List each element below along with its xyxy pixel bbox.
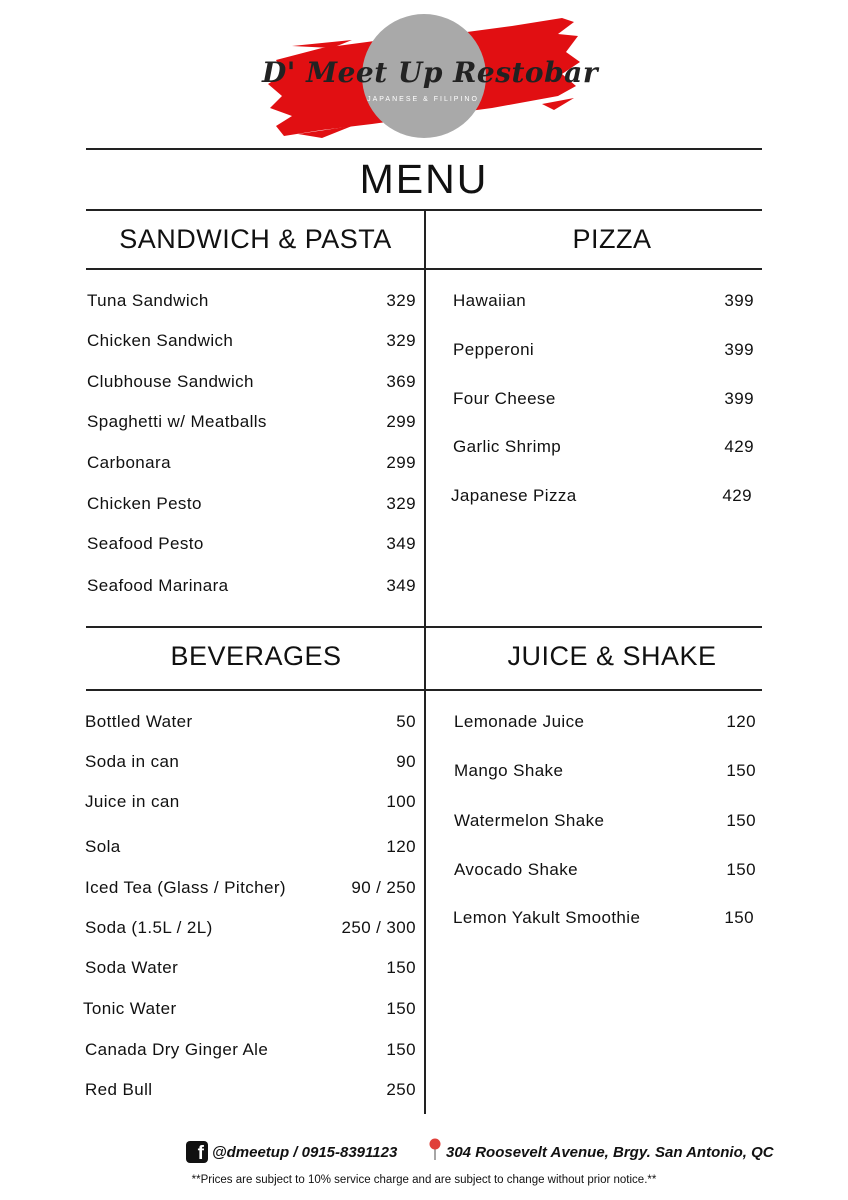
menu-item-name: Red Bull bbox=[85, 1080, 153, 1099]
location-pin-icon bbox=[428, 1138, 442, 1160]
address: 304 Roosevelt Avenue, Brgy. San Antonio, QC bbox=[446, 1144, 774, 1161]
menu-item-price: 150 bbox=[386, 999, 416, 1018]
divider-under-sec2-right bbox=[426, 689, 762, 691]
menu-item-price: 369 bbox=[386, 372, 416, 391]
logo-subtitle: JAPANESE & FILIPINO bbox=[367, 96, 479, 103]
menu-item-name: Soda Water bbox=[85, 958, 179, 977]
divider-top bbox=[86, 148, 762, 150]
section-title-sandwich-pasta: SANDWICH & PASTA bbox=[119, 224, 392, 254]
menu-item-price: 150 bbox=[386, 958, 416, 977]
menu-item-name: Canada Dry Ginger Ale bbox=[85, 1040, 269, 1059]
menu-item-name: Clubhouse Sandwich bbox=[87, 372, 254, 391]
menu-item-name: Hawaiian bbox=[453, 291, 527, 310]
menu-item-name: Mango Shake bbox=[454, 761, 564, 780]
menu-item-name: Sola bbox=[85, 837, 121, 856]
menu-item-price: 429 bbox=[724, 437, 754, 456]
divider-under-sec1-left bbox=[86, 268, 425, 270]
menu-item-price: 399 bbox=[724, 340, 754, 359]
menu-item-price: 120 bbox=[386, 837, 416, 856]
menu-item-price: 399 bbox=[724, 389, 754, 408]
menu-item-name: Juice in can bbox=[85, 792, 180, 811]
logo-title: D' Meet Up Restobar bbox=[262, 56, 599, 89]
menu-item-price: 349 bbox=[386, 534, 416, 553]
menu-item-name: Tuna Sandwich bbox=[87, 291, 209, 310]
menu-item-price: 250 / 300 bbox=[341, 918, 416, 937]
menu-item-name: Tonic Water bbox=[83, 999, 177, 1018]
menu-item-price: 150 bbox=[726, 761, 756, 780]
menu-item-name: Four Cheese bbox=[453, 389, 556, 408]
menu-item-name: Watermelon Shake bbox=[454, 811, 605, 830]
menu-item-price: 429 bbox=[722, 486, 752, 505]
price-disclaimer: **Prices are subject to 10% service charge and are subject to change without prior notice.** bbox=[191, 1174, 657, 1186]
menu-item-name: Garlic Shrimp bbox=[453, 437, 562, 456]
menu-title: MENU bbox=[359, 156, 489, 202]
menu-item-price: 329 bbox=[386, 331, 416, 350]
contact-info[interactable]: @dmeetup / 0915-8391123 bbox=[212, 1144, 398, 1161]
menu-item-price: 90 / 250 bbox=[351, 878, 416, 897]
menu-item-price: 329 bbox=[386, 494, 416, 513]
facebook-icon: f bbox=[186, 1141, 208, 1163]
restaurant-logo bbox=[262, 12, 599, 140]
menu-item-price: 329 bbox=[386, 291, 416, 310]
menu-item-price: 150 bbox=[726, 811, 756, 830]
menu-item-price: 90 bbox=[396, 752, 416, 771]
menu-item-name: Chicken Sandwich bbox=[87, 331, 234, 350]
menu-item-name: Spaghetti w/ Meatballs bbox=[87, 412, 267, 431]
menu-item-price: 120 bbox=[726, 712, 756, 731]
menu-item-name: Chicken Pesto bbox=[87, 494, 202, 513]
menu-item-name: Soda (1.5L / 2L) bbox=[85, 918, 213, 937]
menu-item-name: Lemon Yakult Smoothie bbox=[453, 908, 641, 927]
menu-item-price: 150 bbox=[726, 860, 756, 879]
menu-item-price: 349 bbox=[386, 576, 416, 595]
menu-item-name: Carbonara bbox=[87, 453, 171, 472]
divider-under-sec1-right bbox=[426, 268, 762, 270]
menu-item-price: 150 bbox=[386, 1040, 416, 1059]
menu-item-name: Japanese Pizza bbox=[451, 486, 577, 505]
menu-item-name: Avocado Shake bbox=[454, 860, 578, 879]
menu-item-price: 299 bbox=[386, 412, 416, 431]
menu-item-price: 399 bbox=[724, 291, 754, 310]
menu-item-price: 100 bbox=[386, 792, 416, 811]
divider-under-sec2-left bbox=[86, 689, 425, 691]
menu-item-name: Pepperoni bbox=[453, 340, 535, 359]
menu-item-name: Lemonade Juice bbox=[454, 712, 585, 731]
menu-item-name: Iced Tea (Glass / Pitcher) bbox=[85, 878, 286, 897]
menu-item-price: 150 bbox=[724, 908, 754, 927]
section-title-juice-shake: JUICE & SHAKE bbox=[507, 641, 717, 671]
section-title-beverages: BEVERAGES bbox=[170, 641, 342, 671]
section-title-pizza: PIZZA bbox=[572, 224, 652, 254]
menu-item-name: Bottled Water bbox=[85, 712, 193, 731]
menu-item-name: Seafood Pesto bbox=[87, 534, 204, 553]
menu-item-price: 299 bbox=[386, 453, 416, 472]
menu-item-name: Soda in can bbox=[85, 752, 180, 771]
menu-item-price: 50 bbox=[396, 712, 416, 731]
menu-item-name: Seafood Marinara bbox=[87, 576, 229, 595]
menu-item-price: 250 bbox=[386, 1080, 416, 1099]
